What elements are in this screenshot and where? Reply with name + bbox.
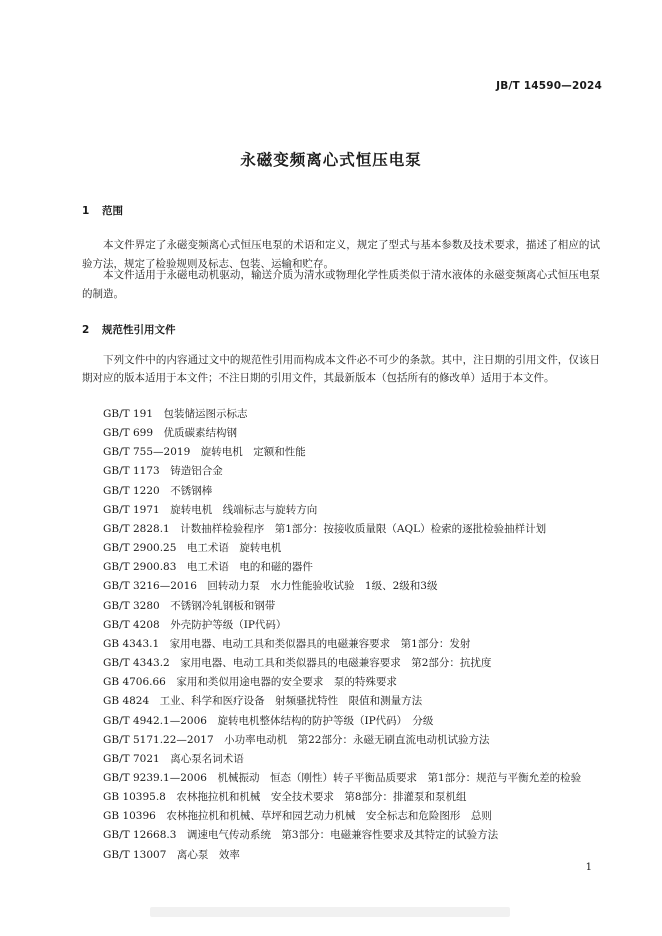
reference-item: GB/T 191 包装储运图示标志 bbox=[103, 408, 248, 420]
reference-item: GB/T 1971 旋转电机 线端标志与旋转方向 bbox=[103, 503, 318, 516]
reference-item: GB/T 9239.1—2006 机械振动 恒态（刚性）转子平衡品质要求 第1部分：规范与平衡允差的检验 bbox=[103, 771, 582, 784]
reference-item: GB/T 12668.3 调速电气传动系统 第3部分：电磁兼容性要求及其特定的试验方法 bbox=[103, 829, 499, 842]
section-2-title: 规范性引用文件 bbox=[102, 324, 176, 336]
reference-item: GB/T 4343.2 家用电器、电动工具和类似器具的电磁兼容要求 第2部分：抗扰度 bbox=[103, 657, 492, 670]
reference-item: GB/T 5171.22—2017 小功率电动机 第22部分：永磁无刷直流电动机试验方法 bbox=[103, 733, 490, 746]
section-2-heading bbox=[82, 322, 176, 337]
reference-item: GB/T 3216—2016 回转动力泵 水力性能验收试验 1级、2级和3级 bbox=[103, 580, 438, 593]
section-2-number: 2 bbox=[82, 324, 90, 336]
reference-item: GB/T 699 优质碳素结构钢 bbox=[103, 427, 238, 440]
reference-item: GB/T 755—2019 旋转电机 定额和性能 bbox=[103, 446, 306, 459]
reference-item: GB/T 2900.25 电工术语 旋转电机 bbox=[103, 542, 282, 555]
section-1-title: 范围 bbox=[102, 205, 123, 217]
document-number: JB/T 14590—2024 bbox=[496, 80, 602, 92]
reference-item: GB/T 7021 离心泵名词术语 bbox=[103, 752, 244, 765]
reference-item: GB 4343.1 家用电器、电动工具和类似器具的电磁兼容要求 第1部分：发射 bbox=[103, 637, 471, 650]
faint-watermark bbox=[150, 905, 510, 919]
references-intro: 下列文件中的内容通过文中的规范性引用而构成本文件必不可少的条款。其中，注日期的引用文件，仅该日期对应的版本适用于本文件；不注日期的引用文件，其最新版本（包括所有的修改单）适用于本文件。 bbox=[82, 354, 600, 384]
scope-paragraph-1: 本文件界定了永磁变频离心式恒压电泵的术语和定义，规定了型式与基本参数及技术要求，描述了相应的试验方法，规定了检验规则及标志、包装、运输和贮存。 bbox=[82, 239, 600, 270]
reference-item: GB 4824 工业、科学和医疗设备 射频骚扰特性 限值和测量方法 bbox=[103, 695, 423, 708]
document-title: 永磁变频离心式恒压电泵 bbox=[240, 151, 422, 169]
reference-item: GB/T 2900.83 电工术语 电的和磁的器件 bbox=[103, 561, 313, 574]
reference-item: GB 4706.66 家用和类似用途电器的安全要求 泵的特殊要求 bbox=[103, 676, 397, 689]
reference-list bbox=[82, 405, 602, 865]
reference-item: GB 10396 农林拖拉机和机械、草坪和园艺动力机械 安全标志和危险图形 总则 bbox=[103, 810, 492, 823]
section-1-heading bbox=[82, 203, 123, 218]
reference-item: GB/T 2828.1 计数抽样检验程序 第1部分：按接收质量限（AQL）检索的逐批检验抽样计划 bbox=[103, 522, 547, 535]
reference-item: GB/T 4208 外壳防护等级（IP代码） bbox=[103, 618, 287, 631]
reference-item: GB 10395.8 农林拖拉机和机械 安全技术要求 第8部分：排灌泵和泵机组 bbox=[103, 791, 467, 804]
section-1-number: 1 bbox=[82, 205, 90, 217]
reference-item: GB/T 3280 不锈钢冷轧钢板和钢带 bbox=[103, 599, 276, 612]
reference-item: GB/T 4942.1—2006 旋转电机整体结构的防护等级（IP代码） 分级 bbox=[103, 714, 434, 727]
page-number: 1 bbox=[585, 862, 592, 873]
reference-item: GB/T 1220 不锈钢棒 bbox=[103, 484, 213, 497]
reference-item: GB/T 1173 铸造铝合金 bbox=[103, 465, 223, 478]
reference-item: GB/T 13007 离心泵 效率 bbox=[103, 848, 240, 861]
scope-paragraph-2: 本文件适用于永磁电动机驱动，输送介质为清水或物理化学性质类似于清水液体的永磁变频离心式恒压电泵的制造。 bbox=[82, 269, 600, 300]
